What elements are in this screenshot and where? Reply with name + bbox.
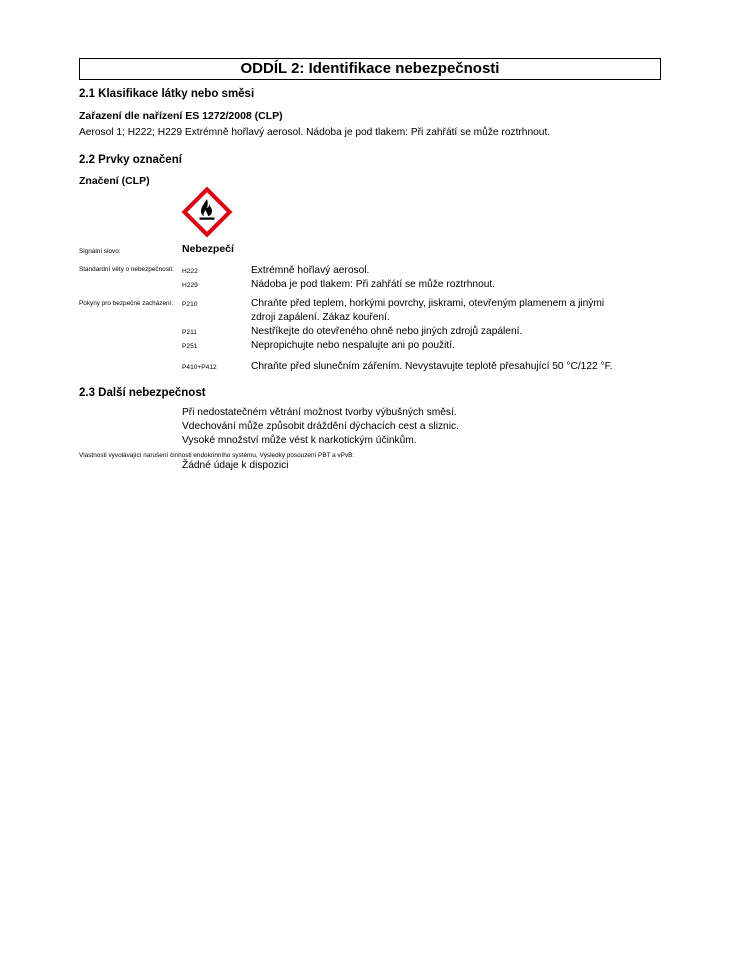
subheading-clp-classification: Zařazení dle nařízení ES 1272/2008 (CLP) bbox=[79, 110, 283, 122]
precaution-text-p211: Nestříkejte do otevřeného ohně nebo jiných zdrojů zapálení. bbox=[251, 326, 523, 337]
signal-word-label: Signální slovo: bbox=[79, 248, 121, 255]
precaution-text-p251: Nepropichujte nebo nespalujte ani po použití. bbox=[251, 340, 455, 351]
endocrine-pbt-value: Žádné údaje k dispozici bbox=[182, 460, 289, 471]
precautionary-statements-label: Pokyny pro bezpečné zacházení: bbox=[79, 300, 174, 307]
precaution-code-p410-p412: P410+P412 bbox=[182, 364, 217, 371]
endocrine-pbt-label: Vlastnosti vyvolávající narušení činnosti endokrinního systému, Výsledky posouzení PBT a vPvB: bbox=[79, 452, 355, 459]
heading-2-1: 2.1 Klasifikace látky nebo směsi bbox=[79, 88, 255, 100]
heading-2-2: 2.2 Prvky označení bbox=[79, 154, 182, 166]
signal-word: Nebezpečí bbox=[182, 243, 234, 255]
hazard-code-h229: H229 bbox=[182, 282, 198, 289]
precaution-text-p410-p412: Chraňte před slunečním zářením. Nevystavujte teplotě přesahující 50 °C/122 °F. bbox=[251, 361, 613, 372]
precaution-code-p251: P251 bbox=[182, 343, 198, 350]
other-hazard-line-2: Vdechování může způsobit dráždění dýchacích cest a sliznic. bbox=[182, 421, 459, 432]
hazard-statements-label: Standardní věty o nebezpečnosti: bbox=[79, 266, 174, 273]
classification-text: Aerosol 1; H222; H229 Extrémně hořlavý aerosol. Nádoba je pod tlakem: Při zahřátí se může roztrhnout. bbox=[79, 127, 551, 138]
hazard-code-h222: H222 bbox=[182, 268, 198, 275]
hazard-text-h222: Extrémně hořlavý aerosol. bbox=[251, 265, 370, 276]
precaution-code-p211: P211 bbox=[182, 329, 197, 336]
precaution-code-p210: P210 bbox=[182, 301, 198, 308]
flame-icon bbox=[181, 186, 233, 238]
subheading-labelling: Značení (CLP) bbox=[79, 175, 150, 187]
hazard-text-h229: Nádoba je pod tlakem: Při zahřátí se může roztrhnout. bbox=[251, 279, 496, 290]
heading-2-3: 2.3 Další nebezpečnost bbox=[79, 387, 206, 399]
other-hazard-line-3: Vysoké množství může vést k narkotickým účinkům. bbox=[182, 435, 417, 446]
other-hazard-line-1: Při nedostatečném větrání možnost tvorby výbušných směsí. bbox=[182, 407, 457, 418]
section-title: ODDÍL 2: Identifikace nebezpečnosti bbox=[79, 58, 661, 80]
precaution-text-p210-line2: zdroji zapálení. Zákaz kouření. bbox=[251, 312, 390, 323]
precaution-text-p210-line1: Chraňte před teplem, horkými povrchy, jiskrami, otevřeným plamenem a jinými bbox=[251, 298, 605, 309]
